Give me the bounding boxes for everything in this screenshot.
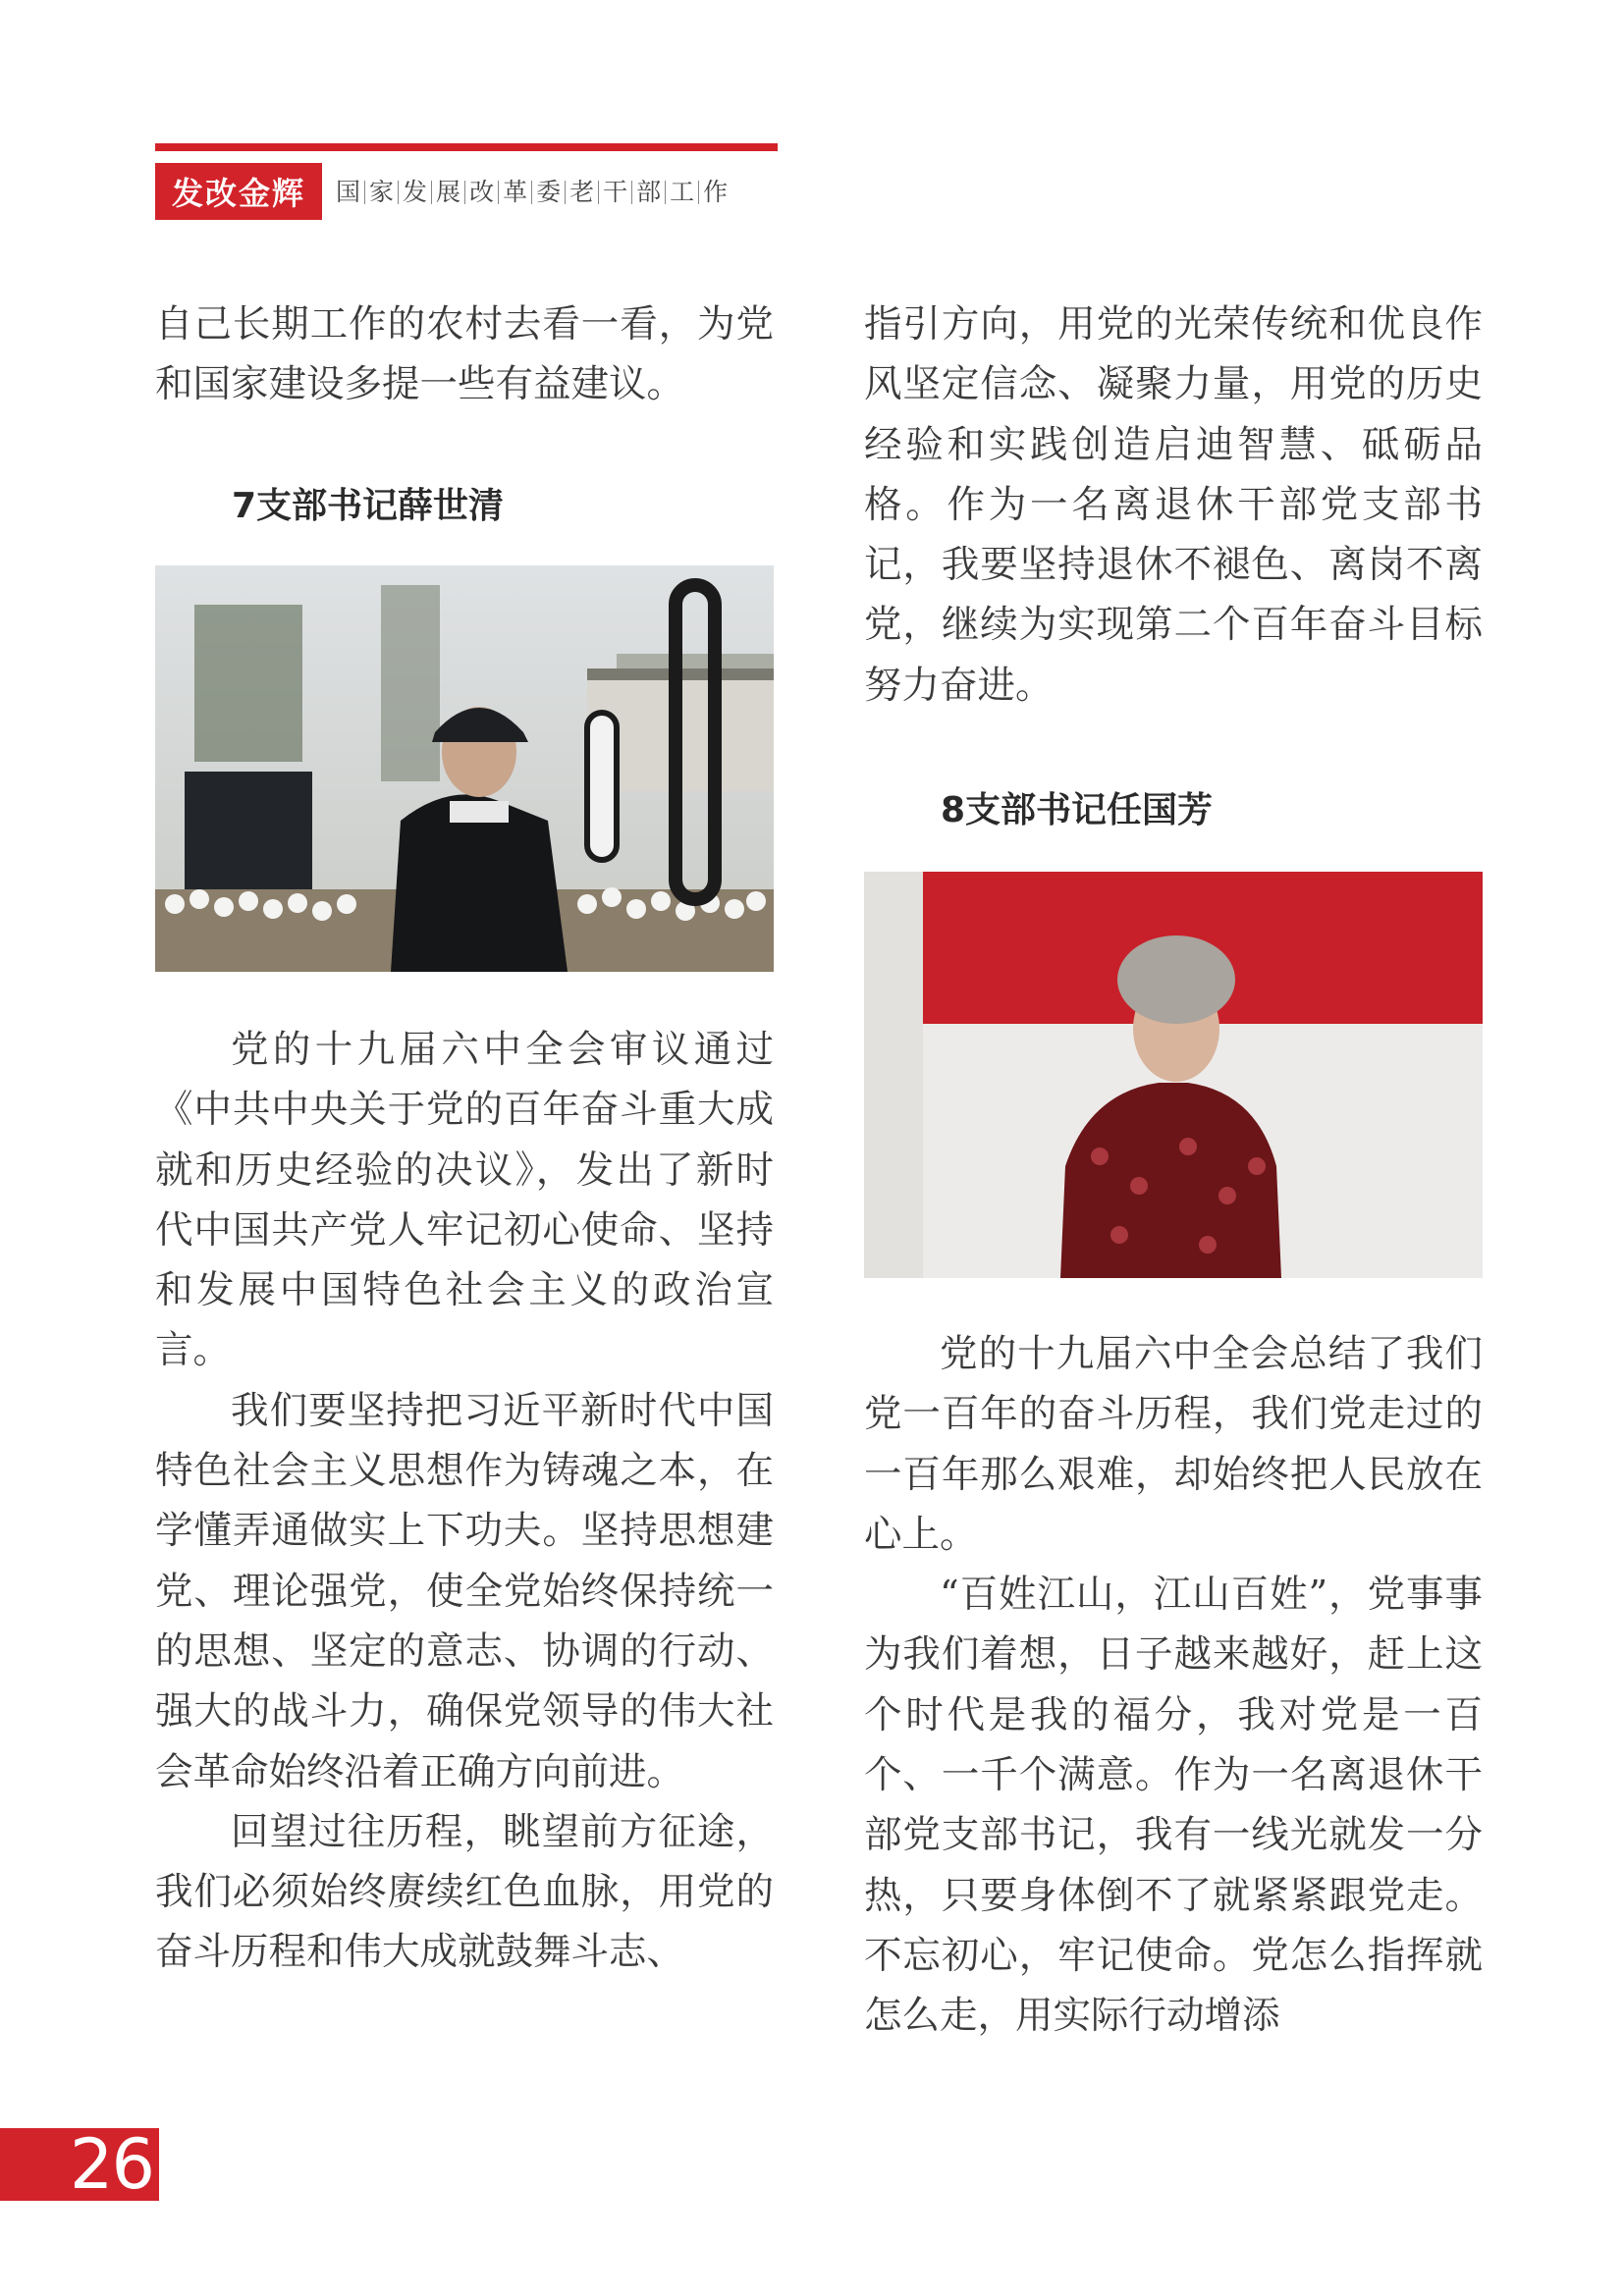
header-tagline bbox=[332, 173, 731, 212]
tagline-char: 家 bbox=[365, 181, 399, 204]
tagline-char: 国 bbox=[332, 181, 365, 204]
tagline-char: 改 bbox=[465, 181, 499, 204]
tagline-char: 部 bbox=[632, 181, 666, 204]
tagline-char: 委 bbox=[532, 181, 566, 204]
intro-paragraph: 自己长期工作的农村去看一看，为党和国家建设多提一些有益建议。 bbox=[155, 302, 774, 407]
left-body bbox=[155, 1020, 774, 1983]
section-heading-8: 8支部书记任国芳 bbox=[941, 790, 1214, 830]
tagline-char: 老 bbox=[566, 181, 599, 204]
tagline-char: 作 bbox=[703, 178, 729, 206]
photo-placeholder-icon bbox=[864, 872, 1483, 1278]
section-heading-7: 7支部书记薛世清 bbox=[232, 486, 505, 526]
left-intro bbox=[155, 294, 774, 415]
body-paragraph: 回望过往历程，眺望前方征途，我们必须始终赓续红色血脉，用党的奋斗历程和伟大成就鼓舞斗志、 bbox=[155, 1809, 774, 1975]
tagline-char: 革 bbox=[499, 181, 532, 204]
magazine-logo: 发改金辉 bbox=[155, 163, 322, 220]
tagline-char: 展 bbox=[432, 181, 465, 204]
tagline-char: 工 bbox=[666, 181, 699, 204]
body-paragraph: “百姓江山，江山百姓”，党事事为我们着想，日子越来越好，赶上这个时代是我的福分，我对党是一百个、一千个满意。作为一名离退休干部党支部书记，我有一线光就发一分热，只要身体倒不了就紧紧跟党走。不忘初心，牢记使命。党怎么指挥就怎么走，用实际行动增添 bbox=[864, 1573, 1483, 2039]
right-body bbox=[864, 1324, 1483, 2047]
photo-placeholder-icon bbox=[155, 565, 774, 972]
photo-ren-guofang bbox=[864, 872, 1483, 1278]
body-paragraph: 党的十九届六中全会总结了我们党一百年的奋斗历程，我们党走过的一百年那么艰难，却始终把人民放在心上。 bbox=[864, 1332, 1483, 1557]
body-paragraph: 党的十九届六中全会审议通过《中共中央关于党的百年奋斗重大成就和历史经验的决议》，发出了新时代中国共产党人牢记初心使命、坚持和发展中国特色社会主义的政治宣言。 bbox=[155, 1028, 774, 1373]
tagline-char: 发 bbox=[399, 181, 432, 204]
page-number: 26 bbox=[0, 2128, 159, 2201]
right-intro bbox=[864, 294, 1483, 716]
intro-paragraph: 指引方向，用党的光荣传统和优良作风坚定信念、凝聚力量，用党的历史经验和实践创造启迪智慧、砥砺品格。作为一名离退休干部党支部书记，我要坚持退休不褪色、离岗不离党，继续为实现第二个百年奋斗目标努力奋进。 bbox=[864, 302, 1483, 708]
body-paragraph: 我们要坚持把习近平新时代中国特色社会主义思想作为铸魂之本，在学懂弄通做实上下功夫。坚持思想建党、理论强党，使全党始终保持统一的思想、坚定的意志、协调的行动、强大的战斗力，确保党领导的伟大社会革命始终沿着正确方向前进。 bbox=[155, 1388, 774, 1794]
tagline-char: 干 bbox=[599, 181, 632, 204]
header-rule bbox=[155, 143, 778, 151]
photo-xue-shiqing bbox=[155, 565, 774, 972]
